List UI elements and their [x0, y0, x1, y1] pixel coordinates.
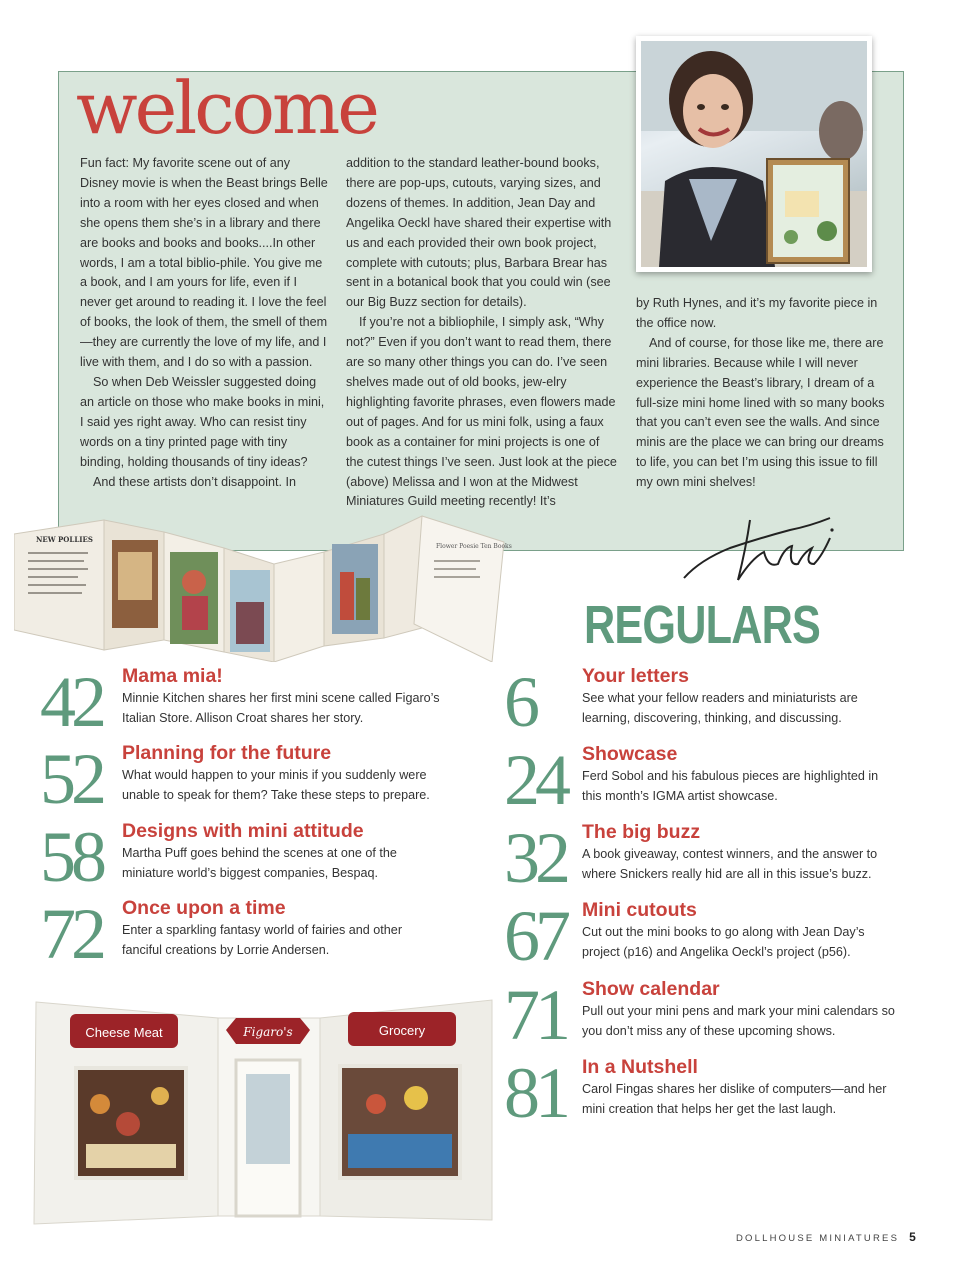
regular-desc: Pull out your mini pens and mark your mini calendars so you don’t miss any of these upcoming shows. — [582, 1004, 895, 1038]
feature-title: Designs with mini attitude — [122, 820, 364, 842]
signature-icon — [680, 508, 850, 588]
regular-desc: Carol Fingas shares her dislike of computers—and her mini creation that helps her get the last laugh. — [582, 1082, 887, 1116]
page-number: 71 — [504, 975, 566, 1055]
feature-desc: Enter a sparkling fantasy world of fairies and other fanciful creations by Lorrie Andersen. — [122, 923, 403, 957]
regular-desc: Cut out the mini books to go along with Jean Day’s project (p16) and Angelika Oeckl’s project (p56). — [582, 925, 865, 959]
welcome-heading: welcome — [76, 66, 377, 150]
page-number: 32 — [504, 818, 566, 898]
regular-desc: See what your fellow readers and miniaturists are learning, discovering, thinking, and discussing. — [582, 691, 858, 725]
regular-title: Mini cutouts — [582, 899, 697, 921]
mini-book-photo — [14, 512, 514, 662]
paragraph: If you’re not a bibliophile, I simply ask, “Why not?” Even if you don’t want to read them, there are so many other things you can do. I’ve seen shelves made out of old books, jew-elry highlighting favorite phrases, even flowers made out of pages. And for us mini folk, using a faux book as a container for mini projects is one of the cutest things I’ve seen. Just look at the piece (above) Melissa and I won at the Midwest Miniatures Guild meeting recently! It’s — [346, 315, 617, 509]
welcome-column-1 — [80, 154, 328, 492]
paragraph: So when Deb Weissler suggested doing an article on those who make books in mini, I said yes right away. Who can resist tiny words on a tiny printed page with tiny binding, holding thousands of tiny ideas? — [80, 374, 325, 469]
page-number: 24 — [504, 740, 566, 820]
book-page-title: NEW POLLIES — [36, 535, 93, 544]
feature-title: Once upon a time — [122, 897, 286, 919]
store-sign: Figaro's — [243, 1025, 293, 1039]
page-number-footer: 5 — [909, 1230, 916, 1244]
welcome-column-2 — [346, 154, 618, 512]
feature-desc: Martha Puff goes behind the scenes at one of the miniature world’s biggest companies, Bespaq. — [122, 846, 397, 880]
store-photo — [30, 994, 496, 1226]
page-number: 52 — [40, 739, 102, 819]
feature-title: Mama mia! — [122, 665, 223, 687]
paragraph: addition to the standard leather-bound books, there are pop-ups, cutouts, varying sizes, and dozens of themes. In addition, Jean Day and Angelika Oeckl have shared their expertise with us and each provided their own book project, complete with cutouts; plus, Barbara Brear has sent in a botanical book that you could win (see our Big Buzz section for details). — [346, 156, 612, 310]
page-number: 6 — [504, 662, 535, 742]
regulars-heading: REGULARS — [584, 595, 821, 655]
paragraph: And of course, for those like me, there are mini libraries. Because while I will never experience the Beast’s library, I dream of a full-size mini home lined with so many books that you can’t even see the walls. And since minis are the place we can bring our dreams to life, you can bet I’m using this issue to fill my own mini shelves! — [636, 335, 885, 490]
page-number: 72 — [40, 894, 102, 974]
regular-desc: Ferd Sobol and his fabulous pieces are highlighted in this month’s IGMA artist showcase. — [582, 769, 879, 803]
regular-title: Showcase — [582, 743, 678, 765]
regular-title: In a Nutshell — [582, 1056, 698, 1078]
editor-photo — [636, 36, 872, 272]
regular-desc: A book giveaway, contest winners, and the answer to where Snickers really hid are all in this issue’s buzz. — [582, 847, 878, 881]
page-number: 58 — [40, 817, 102, 897]
paragraph: Fun fact: My favorite scene out of any Disney movie is when the Beast brings Belle into a room with her eyes closed and when she opens them she’s in a library and there are books and books and books....In other words, I am a total biblio-phile. You give me a book, and I am yours for life, even if I never get around to reading it. I love the feel of books, the look of them, the smell of them—they are currently the love of my life, and I live with them, and I do so with a passion. — [80, 156, 328, 370]
magazine-name: DOLLHOUSE MINIATURES — [736, 1233, 900, 1244]
feature-desc: Minnie Kitchen shares her first mini scene called Figaro’s Italian Store. Allison Croat shares her story. — [122, 691, 440, 725]
regular-title: Show calendar — [582, 978, 720, 1000]
store-sign: Grocery — [378, 1023, 426, 1038]
feature-desc: What would happen to your minis if you suddenly were unable to speak for them? Take these steps to prepare. — [122, 768, 430, 802]
paragraph: And these artists don’t disappoint. In — [93, 474, 297, 489]
regular-title: The big buzz — [582, 821, 701, 843]
page-footer — [736, 1230, 916, 1244]
page-number: 67 — [504, 896, 566, 976]
feature-title: Planning for the future — [122, 742, 332, 764]
paragraph: by Ruth Hynes, and it’s my favorite piece in the office now. — [636, 296, 878, 330]
page-number: 42 — [40, 662, 102, 742]
page-number: 81 — [504, 1053, 566, 1133]
regular-title: Your letters — [582, 665, 689, 687]
welcome-column-3 — [636, 294, 886, 493]
book-page-title: Flower Poesie Ten Books — [436, 543, 512, 550]
store-sign: Cheese Meat — [85, 1025, 163, 1040]
